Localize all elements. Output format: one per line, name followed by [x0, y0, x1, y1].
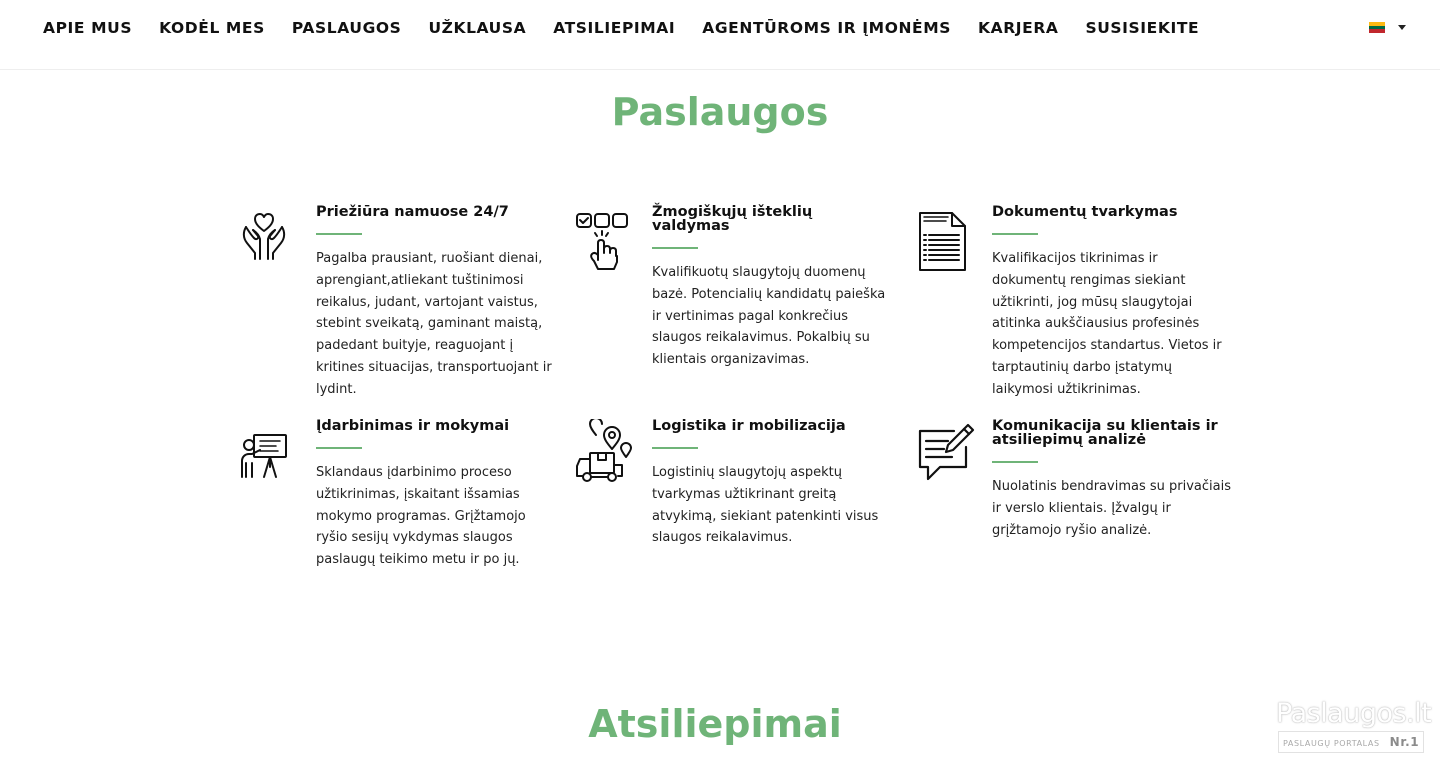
services-title: Paslaugos: [611, 90, 829, 134]
service-description: Nuolatinis bendravimas su privačiais ir verslo klientais. Įžvalgų ir grįžtamojo ryšio analizė.: [992, 479, 1231, 538]
service-title: Priežiūra namuose 24/7: [316, 204, 509, 220]
delivery-truck-location-icon: [576, 419, 630, 481]
site-watermark: [1276, 698, 1432, 750]
watermark-tagline-text: PASLAUGŲ PORTALAS: [1283, 739, 1380, 748]
title-divider: [992, 461, 1038, 463]
hand-selection-icon: [576, 205, 630, 267]
chat-edit-icon: [916, 419, 970, 481]
language-selector[interactable]: [1369, 22, 1406, 33]
service-description: Logistinių slaugytojų aspektų tvarkymas užtikrinant greitą atvykimą, siekiant patenkinti visus slaugos reikalavimus.: [652, 465, 879, 546]
nav-item-agenturoms[interactable]: AGENTŪROMS IR ĮMONĖMS: [702, 19, 952, 37]
watermark-brand: Paslaugos.lt: [1276, 698, 1432, 729]
service-body: [652, 419, 888, 549]
presentation-board-icon: [240, 419, 294, 481]
title-divider: [652, 447, 698, 449]
nav-item-apie-mus[interactable]: APIE MUS: [43, 19, 133, 37]
nav-menu: [43, 18, 1226, 38]
top-navigation: [0, 0, 1440, 70]
service-description: Kvalifikuotų slaugytojų duomenų bazė. Potencialių kandidatų paieška ir vertinimas pagal konkrečius slaugos reikalavimus. Pokalbių su klientais organizavimas.: [652, 265, 886, 368]
watermark-tagline: [1278, 731, 1424, 753]
nav-item-kodel-mes[interactable]: KODĖL MES: [159, 19, 265, 37]
service-title: Dokumentų tvarkymas: [992, 204, 1178, 220]
nav-item-atsiliepimai[interactable]: ATSILIEPIMAI: [553, 19, 676, 37]
nav-item-uzklausa[interactable]: UŽKLAUSA: [428, 19, 527, 37]
title-divider: [992, 233, 1038, 235]
service-title: Žmogiškųjų išteklių valdymas: [652, 204, 813, 234]
title-divider: [652, 247, 698, 249]
nav-item-karjera[interactable]: KARJERA: [978, 19, 1059, 37]
caring-hands-icon: [240, 205, 294, 267]
document-icon: [916, 205, 970, 267]
watermark-rank: Nr.1: [1389, 735, 1420, 749]
service-body: [316, 419, 552, 571]
service-title: Įdarbinimas ir mokymai: [316, 418, 510, 434]
service-body: [992, 205, 1228, 401]
nav-item-susisiekite[interactable]: SUSISIEKITE: [1085, 19, 1200, 37]
chevron-down-icon: [1398, 25, 1406, 30]
service-title: Komunikacija su klientais ir atsiliepimų analizė: [992, 418, 1218, 448]
service-description: Sklandaus įdarbinimo proceso užtikrinimas, įskaitant išsamias mokymo programas. Grįžtamojo ryšio sesijų vykdymas slaugos paslaugų teikimo metu ir po jų.: [316, 465, 526, 568]
service-body: [652, 205, 888, 371]
service-body: [992, 419, 1232, 541]
service-body: [316, 205, 552, 401]
title-divider: [316, 233, 362, 235]
nav-item-paslaugos[interactable]: PASLAUGOS: [291, 19, 402, 37]
title-divider: [316, 447, 362, 449]
service-description: Pagalba prausiant, ruošiant dienai, aprengiant,atliekant tuštinimosi reikalus, judant, vartojant vaistus, stebint sveikatą, gaminant maistą, padedant buityje, reaguojant į kritines situacijas, transportuojant ir lydint.: [316, 251, 552, 397]
lithuania-flag-icon: [1369, 22, 1385, 33]
service-title: Logistika ir mobilizacija: [652, 418, 846, 434]
service-description: Kvalifikacijos tikrinimas ir dokumentų rengimas siekiant užtikrinti, jog mūsų slaugytojai atitinka aukščiausius profesinės kompetencijos standartus. Vietos ir tarptautinių darbo įstatymų laikymosi užtikrinimas.: [992, 251, 1222, 397]
reviews-title: Atsiliepimai: [588, 702, 842, 746]
